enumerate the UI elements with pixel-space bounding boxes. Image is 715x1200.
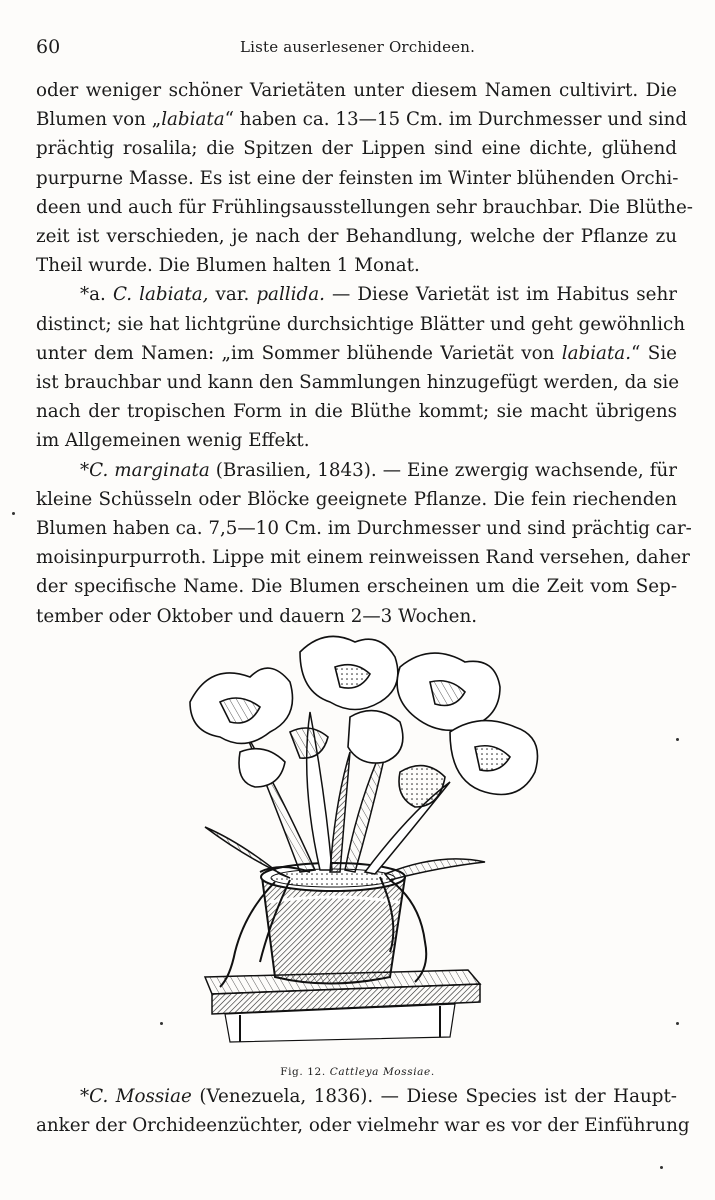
page-number: 60	[36, 36, 61, 58]
text-line: ist brauchbar und kann den Sammlungen hinzugefügt werden, da sie	[36, 372, 680, 394]
paragraph-labiata-pallida	[36, 280, 685, 455]
paragraph-marginata	[36, 456, 692, 631]
scan-speck	[12, 512, 15, 515]
text-line: oder weniger schöner Varietäten unter diesem Namen cultivirt. Die	[36, 80, 677, 101]
text-line: Blumen von „labiata“ haben ca. 13—15 Cm. im Durchmesser und sind	[36, 109, 688, 131]
figure-caption	[0, 1066, 715, 1078]
scan-speck	[676, 1022, 679, 1025]
text-line: zeit ist verschieden, je nach der Behandlung, welche der Pflanze zu	[36, 226, 677, 248]
paragraph-mossiae	[36, 1082, 690, 1140]
figure-title: Cattleya Mossiae.	[329, 1066, 435, 1078]
text-line: Blumen haben ca. 7,5—10 Cm. im Durchmesser und sind prächtig car-	[36, 518, 692, 540]
text-line: nach der tropischen Form in die Blüthe kommt; sie macht übrigens	[36, 401, 677, 423]
figure-number: Fig. 12.	[280, 1066, 326, 1078]
text-line: deen und auch für Frühlingsausstellungen sehr brauchbar. Die Blüthe-	[36, 196, 693, 218]
text-line: tember oder Oktober und dauern 2—3 Wochen.	[36, 605, 478, 627]
text-line: *C. Mossiae (Venezuela, 1836). — Diese Species ist der Haupt-	[80, 1086, 677, 1107]
text-line: anker der Orchideenzüchter, oder vielmehr war es vor der Einführung	[36, 1115, 690, 1137]
text-line: der specifische Name. Die Blumen erscheinen um die Zeit vom Sep-	[36, 576, 677, 598]
text-line: unter dem Namen: „im Sommer blühende Varietät von labiata.“ Sie	[36, 342, 677, 364]
text-line: kleine Schüsseln oder Blöcke geeignete Pflanze. Die fein riechenden	[36, 488, 677, 510]
orchid-illustration	[150, 622, 570, 1062]
text-line: prächtig rosalila; die Spitzen der Lippen sind eine dichte, glühend	[36, 138, 677, 160]
text-line: im Allgemeinen wenig Effekt.	[36, 430, 310, 452]
text-line: *C. marginata (Brasilien, 1843). — Eine zwergig wachsende, für	[80, 459, 677, 481]
text-line: *a. C. labiata, var. pallida. — Diese Varietät ist im Habitus sehr	[80, 284, 678, 306]
orchid-flowers-drawing	[190, 636, 538, 807]
scan-speck	[660, 1166, 663, 1169]
scan-speck	[676, 738, 679, 741]
text-line: purpurne Masse. Es ist eine der feinsten im Winter blühenden Orchi-	[36, 167, 679, 189]
text-line: Theil wurde. Die Blumen halten 1 Monat.	[36, 255, 420, 277]
text-line: distinct; sie hat lichtgrüne durchsichtige Blätter und geht gewöhnlich	[36, 313, 685, 335]
page-header	[36, 36, 679, 60]
text-block-top	[36, 76, 693, 631]
text-block-bottom	[36, 1082, 690, 1140]
paragraph-labiata-continued	[36, 76, 693, 280]
scan-speck	[160, 1022, 163, 1025]
running-head: Liste auserlesener Orchideen.	[239, 38, 476, 56]
text-line: moisinpurpurroth. Lippe mit einem reinweissen Rand versehen, daher	[36, 547, 690, 569]
flowerpot-drawing	[261, 863, 405, 984]
